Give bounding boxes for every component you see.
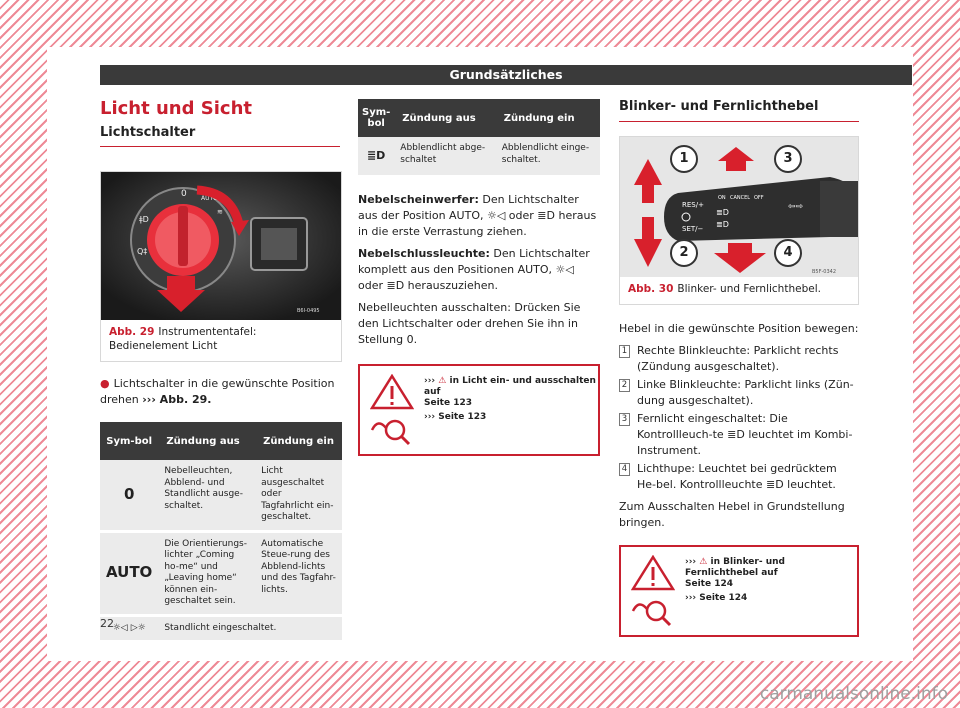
light-switch-table-continued (358, 99, 600, 178)
light-switch-illustration (101, 172, 341, 320)
svg-text:OFF: OFF (754, 195, 764, 201)
col-header-ignition-off: Zündung aus (394, 99, 495, 137)
item-number: 3 (619, 413, 630, 426)
svg-text:≋: ≋ (217, 208, 223, 216)
callout-1: 1 (670, 145, 698, 173)
table-row: 0 Nebelleuchten, Abblend- und Standlicht ausge-schaltet. Licht ausgeschaltet oder Tagfahrlicht ein-geschaltet. (100, 460, 342, 531)
svg-text:AUTO: AUTO (201, 195, 218, 202)
fog-front-paragraph: Nebelscheinwerfer: Den Lichtschalter aus der Position AUTO, ☼◁ oder ≣D heraus in die erste Verrastung ziehen. (358, 193, 597, 238)
list-item: 1 Rechte Blinkleuchte: Parklicht rechts (Zündung ausgeschaltet). (619, 343, 859, 375)
figure-caption (620, 277, 858, 304)
figure-number: Abb. 30 (628, 283, 674, 295)
warning-box (619, 545, 859, 637)
right-column (619, 99, 859, 637)
symbol-cell: ☼◁ ▷☼ (100, 615, 158, 642)
warning-icon (631, 555, 675, 627)
light-switch-table (100, 422, 342, 643)
item-number: 4 (619, 463, 630, 476)
callout-3: 3 (774, 145, 802, 173)
list-item: 3 Fernlicht eingeschaltet: Die Kontrollleuch-te ≣D leuchtet im Kombi-Instrument. (619, 411, 859, 459)
warning-icon (370, 374, 414, 446)
table-row: ☼◁ ▷☼ Standlicht eingeschaltet. (100, 615, 342, 642)
figure-caption (101, 320, 341, 361)
figure-light-switch (100, 171, 342, 362)
figure-caption-text: Blinker- und Fernlichthebel. (677, 283, 821, 295)
instruction: ● Lichtschalter in die gewünschte Position drehen ››› Abb. 29. (100, 377, 335, 406)
section-title: Licht und Sicht (100, 98, 252, 119)
svg-text:SET/−: SET/− (682, 225, 704, 233)
fog-rear-label: Nebelschlussleuchte: (358, 247, 490, 260)
svg-text:RES/+: RES/+ (682, 201, 704, 209)
subsection-title: Blinker- und Fernlichthebel (619, 99, 859, 122)
svg-text:≣D: ≣D (716, 208, 729, 217)
fog-rear-paragraph: Nebelschlussleuchte: Den Lichtschalter komplett aus den Positionen AUTO, ☼◁ oder ≣D herauszuziehen. (358, 247, 590, 292)
warning-small-icon: ⚠ (438, 376, 447, 386)
svg-text:⇦⇨: ⇦⇨ (788, 202, 804, 212)
figure-link[interactable]: ››› Abb. 29. (142, 393, 212, 406)
callout-2: 2 (670, 239, 698, 267)
item-number: 2 (619, 379, 630, 392)
svg-text:ON: ON (718, 195, 726, 201)
fog-front-label: Nebelscheinwerfer: (358, 193, 479, 206)
col-header-ignition-on: Zündung ein (255, 422, 342, 460)
warning-reference[interactable]: ››› ⚠ in Licht ein- und ausschalten auf Seite 123 (424, 376, 596, 408)
item-number: 1 (619, 345, 630, 358)
list-item: 4 Lichthupe: Leuchtet bei gedrücktem He-bel. Kontrollleuchte ≣D leuchtet. (619, 461, 859, 493)
middle-column (358, 99, 600, 456)
page-number: 22 (100, 617, 114, 630)
table-row: AUTO Die Orientierungs-lichter „Coming ho-me“ und „Leaving home“ können ein-geschaltet sein. Automatische Steue-rung des Abblend-lichts und des Tagfahr-lichts. (100, 531, 342, 615)
svg-text:B6I-0495: B6I-0495 (297, 308, 320, 314)
symbol-cell: ≣D (358, 137, 394, 177)
figure-number: Abb. 29 (109, 326, 155, 338)
page-reference[interactable]: ››› Seite 123 (424, 412, 487, 422)
svg-text:Q‡: Q‡ (137, 247, 148, 256)
outro-text: Zum Ausschalten Hebel in Grundstellung bringen. (619, 500, 845, 529)
figure-turn-signal-lever (619, 136, 859, 305)
svg-text:B5F-0342: B5F-0342 (812, 269, 837, 275)
lever-image (620, 137, 858, 277)
bullet-icon: ● (100, 377, 110, 390)
page-reference[interactable]: ››› Seite 124 (685, 593, 748, 603)
col-header-ignition-off: Zündung aus (158, 422, 255, 460)
symbol-cell: AUTO (100, 531, 158, 615)
warning-small-icon: ⚠ (699, 557, 708, 567)
light-switch-image (101, 172, 341, 320)
left-column (100, 97, 342, 643)
watermark: carmanualsonline.info (759, 684, 948, 704)
col-header-symbol: Sym-bol (100, 422, 158, 460)
warning-reference[interactable]: ››› ⚠ in Blinker- und Fernlichthebel auf Seite 124 (685, 557, 785, 589)
chapter-header: Grundsätzliches (100, 65, 912, 85)
svg-text:ǂD: ǂD (139, 215, 149, 224)
intro-text: Hebel in die gewünschte Position bewegen: (619, 322, 859, 335)
symbol-cell: 0 (100, 460, 158, 531)
manual-page (47, 47, 913, 661)
svg-text:CANCEL: CANCEL (730, 195, 751, 201)
svg-text:≣D: ≣D (716, 220, 729, 229)
figure-caption-text: Instrumententafel: Bedienelement Licht (109, 326, 257, 352)
list-item: 2 Linke Blinkleuchte: Parklicht links (Zün-dung ausgeschaltet). (619, 377, 859, 409)
svg-text:0: 0 (181, 189, 187, 199)
table-row: ≣D Abblendlicht abge-schaltet Abblendlicht einge-schaltet. (358, 137, 600, 177)
lever-illustration (620, 137, 858, 277)
subsection-title: Lichtschalter (100, 125, 340, 147)
col-header-symbol: Sym-bol (358, 99, 394, 137)
warning-box (358, 364, 600, 456)
col-header-ignition-on: Zündung ein (496, 99, 600, 137)
callout-4: 4 (774, 239, 802, 267)
fog-off-paragraph: Nebelleuchten ausschalten: Drücken Sie den Lichtschalter oder drehen Sie ihn in Stellung 0. (358, 301, 581, 346)
